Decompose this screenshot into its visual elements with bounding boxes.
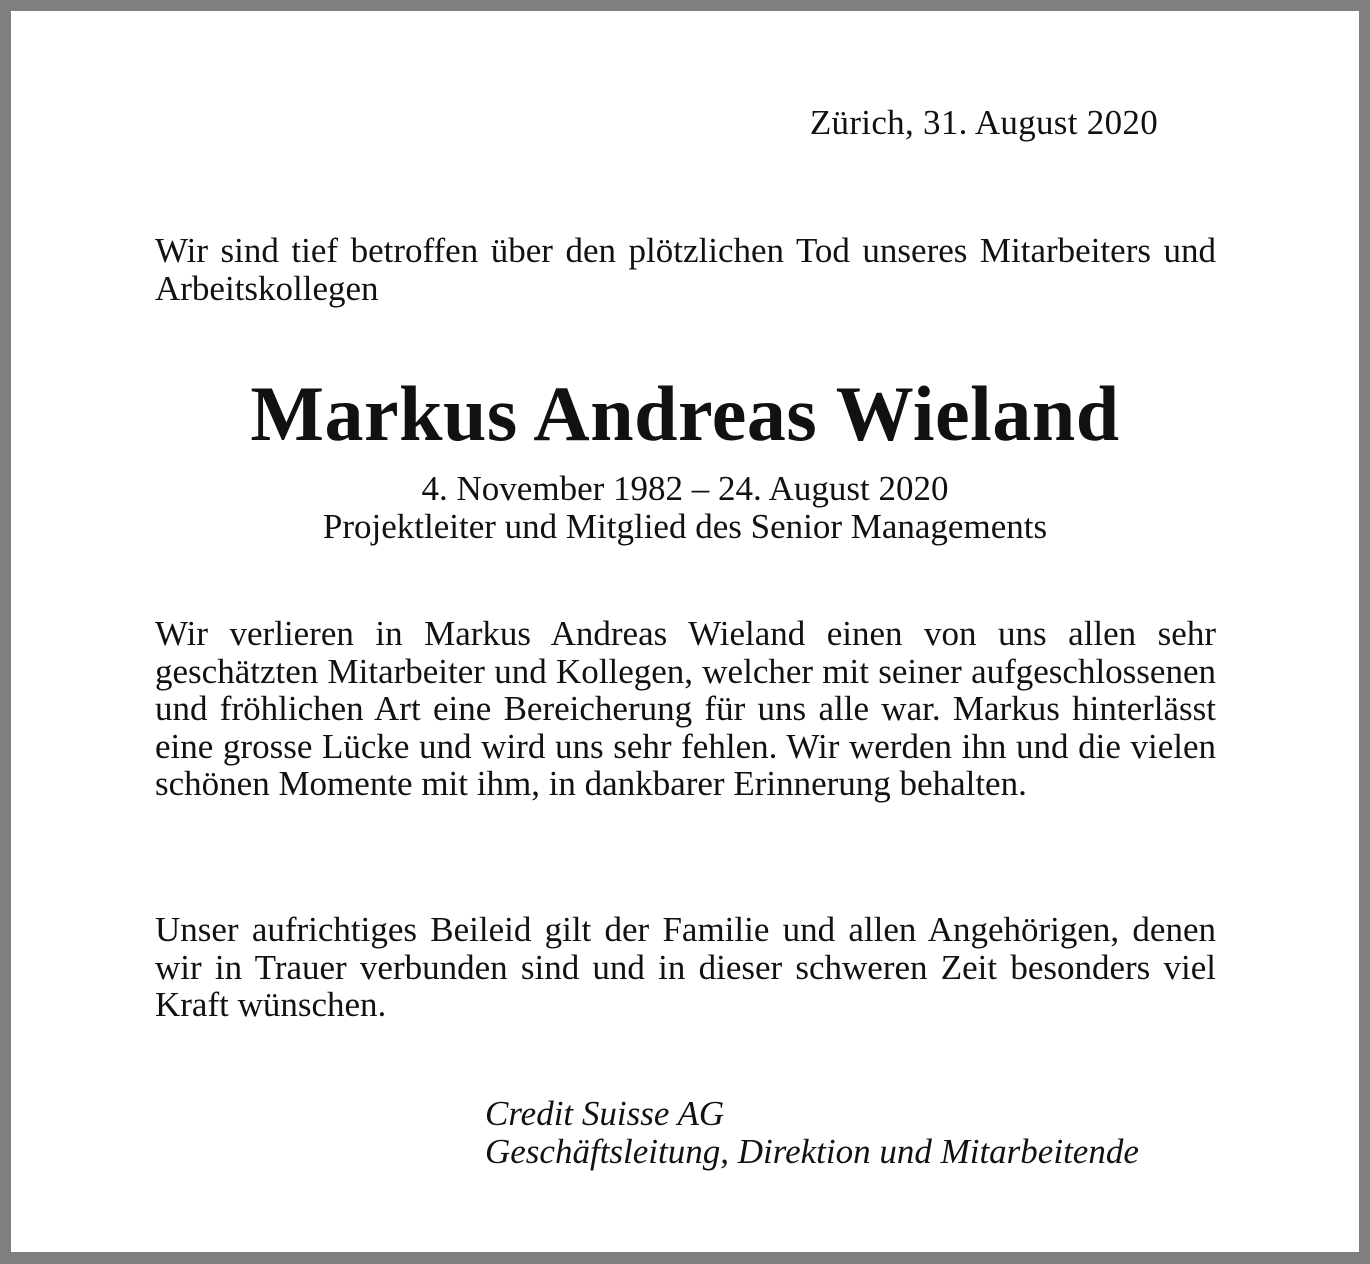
- condolence-paragraph: Unser aufrichtiges Beileid gilt der Familie und allen Angehörigen, denen wir in Trauer verbunden sind und in dieser schweren Zeit besonders viel Kraft wünschen.: [155, 910, 1216, 1024]
- place-date: Zürich, 31. August 2020: [809, 103, 1158, 142]
- role-title: Projektleiter und Mitglied des Senior Managements: [322, 507, 1048, 546]
- signature-group: Geschäftsleitung, Direktion und Mitarbeitende: [485, 1132, 1139, 1171]
- tribute-paragraph: Wir verlieren in Markus Andreas Wieland einen von uns allen sehr geschätzten Mitarbeiter und Kollegen, welcher mit seiner aufgeschlossenen und fröhlichen Art eine Bereicherung für uns alle war. Markus hinterlässt eine grosse Lücke und wird uns sehr fehlen. Wir werden ihn und die vielen schönen Momente mit ihm, in dankbarer Erinnerung behalten.: [155, 614, 1216, 803]
- deceased-name: Markus Andreas Wieland: [250, 370, 1120, 457]
- life-dates: 4. November 1982 – 24. August 2020: [421, 469, 949, 508]
- intro-text: Wir sind tief betroffen über den plötzlichen Tod unseres Mitarbeiters und Arbeitskollegen: [155, 231, 1216, 308]
- signature-company: Credit Suisse AG: [485, 1094, 725, 1133]
- obituary-page: [11, 11, 1359, 1252]
